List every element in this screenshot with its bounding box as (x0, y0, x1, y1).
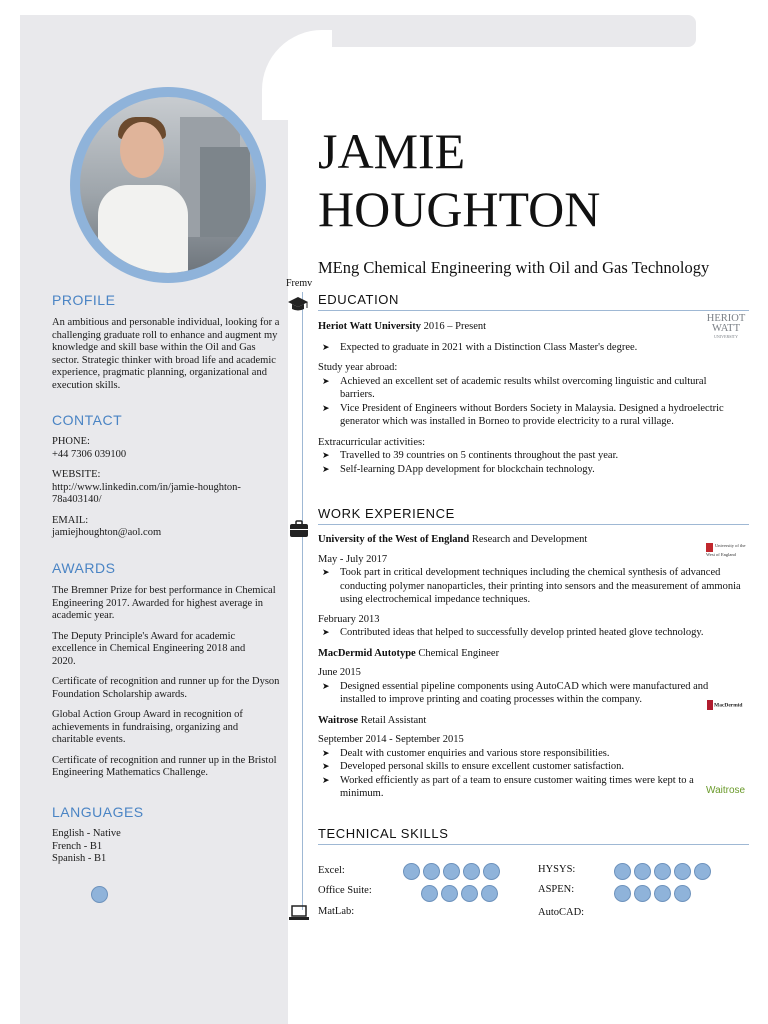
photo-lab-coat (98, 185, 188, 273)
stray-text: Fremv (286, 278, 313, 289)
languages-heading: LANGUAGES (52, 804, 144, 820)
job-period: June 2015 (318, 667, 361, 678)
laptop-icon (288, 902, 310, 924)
skills-heading: TECHNICAL SKILLS (318, 826, 449, 841)
contact-block (52, 436, 280, 540)
education-block (318, 320, 743, 476)
skill-label-matlab: MatLab: (318, 906, 355, 917)
profile-text: An ambitious and personable individual, looking for a challenging graduate roll to enhance and augment my knowledge and skill base within the Oil and Gas sector. Strategic thinker with broad life and academic experience, pragmatic planning, organizational and execution skills. (52, 317, 280, 391)
work-heading: WORK EXPERIENCE (318, 506, 455, 521)
skill-label-autocad: AutoCAD: (538, 907, 585, 918)
language-item: English - Native (52, 828, 121, 839)
list-item: ➤ Achieved an excellent set of academic results whilst overcoming linguistic and cultural barriers. (318, 375, 743, 402)
award-item: The Deputy Principle's Award for academic excellence in Chemical Engineering 2018 and 2020. (52, 630, 246, 667)
profile-heading: PROFILE (52, 292, 116, 308)
skills-rule (318, 844, 749, 845)
skill-dots-hysys (614, 863, 711, 880)
macdermid-logo: MacDermid (707, 700, 747, 712)
last-name: HOUGHTON (318, 181, 601, 237)
job-period: May - July 2017 (318, 553, 388, 565)
skill-dots-aspen (614, 885, 691, 902)
waitrose-logo: Waitrose (706, 785, 746, 796)
list-item: ➤ Vice President of Engineers without Borders Society in Malaysia. Designed a hydroelectric generator which was installed in Borneo to provide electricity to a rural village. (318, 402, 743, 429)
work-block (318, 533, 746, 801)
website-link[interactable]: http://www.linkedin.com/in/jamie-houghton-78a403140/ (52, 481, 241, 505)
language-item: Spanish - B1 (52, 853, 107, 864)
candidate-name (318, 122, 600, 238)
job-period: September 2014 - September 2015 (318, 734, 464, 745)
work-rule (318, 524, 749, 525)
list-item: ➤ Designed essential pipeline components using AutoCAD which were manufactured and installed to improve printing and coating processes within the company. (318, 680, 740, 707)
uwe-logo: University of the West of England (706, 543, 746, 557)
skill-label-excel: Excel: (318, 865, 345, 876)
award-item: The Bremner Prize for best performance in Chemical Engineering 2017. Awarded for highest average in academic year. (52, 585, 276, 621)
skill-label-hysys: HYSYS: (538, 864, 576, 875)
language-item: French - B1 (52, 840, 103, 852)
email-link[interactable]: jamiejhoughton@aol.com (52, 527, 162, 538)
profile-photo (80, 97, 256, 273)
list-item: ➤ Travelled to 39 countries on 5 continents throughout the past year. (318, 449, 743, 463)
photo-lab-equipment (200, 147, 250, 237)
abroad-label: Study year abroad: (318, 362, 398, 373)
awards-heading: AWARDS (52, 560, 116, 576)
award-item: Certificate of recognition and runner up for the Dyson Foundation Scholarship awards. (52, 676, 280, 700)
skill-label-office: Office Suite: (318, 885, 372, 896)
website-label: WEBSITE: (52, 469, 101, 480)
award-item: Certificate of recognition and runner up in the Bristol Engineering Mathematics Challenge. (52, 754, 277, 778)
list-item: ➤ Took part in critical development techniques including the chemical synthesis of advanced conducting polymer nanoparticles, their printing into sensors and the measurement of ammonia using electrochemical impedance techniques. (318, 566, 743, 607)
education-school-line: Heriot Watt University 2016 – Present (318, 321, 487, 332)
phone-label: PHONE: (52, 436, 90, 447)
languages-list (52, 828, 280, 866)
heriot-watt-logo: HERIOT WATT UNIVERSITY (706, 313, 746, 339)
education-rule (318, 310, 749, 311)
photo-face (120, 122, 164, 178)
first-name: JAMIE (318, 123, 466, 179)
skill-label-aspen: ASPEN: (538, 884, 575, 895)
list-item: ➤ Developed personal skills to ensure excellent customer satisfaction. (318, 760, 743, 774)
education-heading: EDUCATION (318, 292, 399, 307)
contact-heading: CONTACT (52, 412, 123, 428)
awards-list (52, 585, 280, 780)
job-title-line: University of the West of England Research and Development (318, 534, 588, 545)
list-item: ➤ Worked efficiently as part of a team to ensure customer waiting times were kept to a minimum. (318, 774, 710, 801)
language-dot (91, 886, 108, 903)
list-item: ➤ Dealt with customer enquiries and various store responsibilities. (318, 747, 743, 761)
job-period: February 2013 (318, 613, 380, 625)
briefcase-icon (288, 518, 310, 540)
skill-dots-office (421, 885, 498, 902)
degree-title: MEng Chemical Engineering with Oil and Gas Technology (318, 258, 710, 277)
list-item: ➤ Contributed ideas that helped to successfully develop printed heated glove technology. (318, 626, 743, 640)
timeline-line (302, 292, 303, 910)
phone-value: +44 7306 039100 (52, 448, 127, 460)
extracurricular-label: Extracurricular activities: (318, 436, 425, 448)
list-item: ➤ Expected to graduate in 2021 with a Distinction Class Master's degree. (318, 341, 743, 355)
graduation-cap-icon (287, 294, 309, 316)
job-title-line: MacDermid Autotype Chemical Engineer (318, 647, 500, 659)
skill-dots-excel (403, 863, 500, 880)
job-title-line: Waitrose Retail Assistant (318, 714, 427, 726)
award-item: Global Action Group Award in recognition of achievements in fundraising, organizing and charitable events. (52, 709, 243, 745)
list-item: ➤ Self-learning DApp development for blockchain technology. (318, 463, 743, 477)
email-label: EMAIL: (52, 514, 89, 526)
